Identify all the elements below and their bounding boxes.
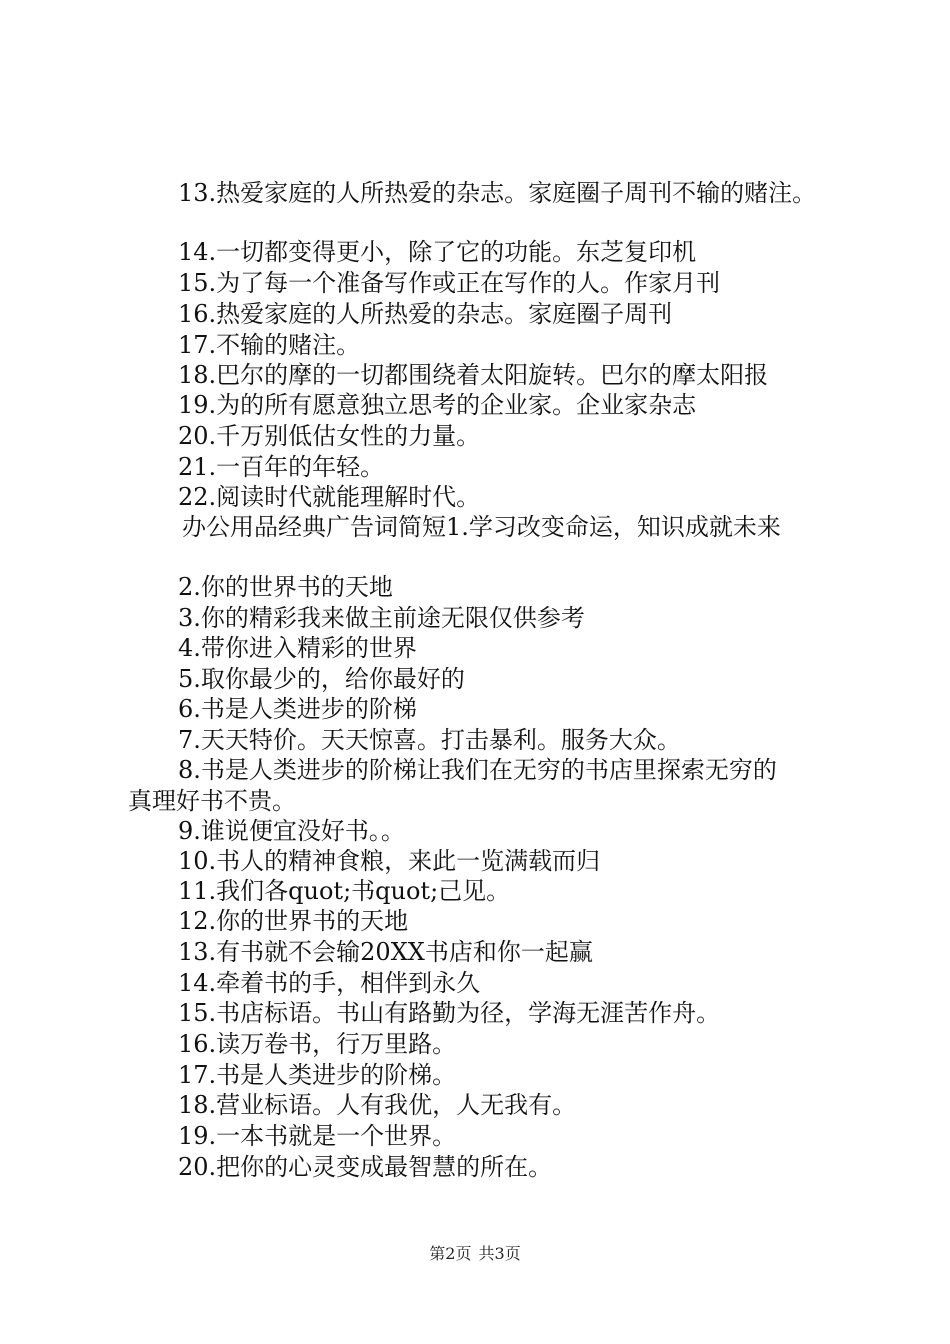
- page-number: 第2页: [429, 1244, 472, 1263]
- text-line: 7.天天特价。天天惊喜。打击暴利。服务大众。: [178, 726, 681, 754]
- text-line: 17.书是人类进步的阶梯。: [178, 1061, 457, 1089]
- text-line: 6.书是人类进步的阶梯: [178, 695, 417, 723]
- text-line: 11.我们各quot;书quot;己见。: [178, 877, 511, 905]
- text-line: 5.取你最少的，给你最好的: [178, 665, 465, 693]
- text-line: 2.你的世界书的天地: [178, 573, 393, 601]
- text-line: 20.把你的心灵变成最智慧的所在。: [178, 1153, 553, 1181]
- text-line: 15.为了每一个准备写作或正在写作的人。作家月刊: [178, 269, 721, 297]
- text-line: 20.千万别低估女性的力量。: [178, 422, 481, 450]
- text-line-continuation: 真理好书不贵。: [128, 787, 296, 815]
- text-line: 19.一本书就是一个世界。: [178, 1122, 457, 1150]
- text-line: 18.营业标语。人有我优，人无我有。: [178, 1091, 577, 1119]
- text-line: 10.书人的精神食粮，来此一览满载而归: [178, 847, 601, 875]
- text-line: 14.一切都变得更小，除了它的功能。东芝复印机: [178, 238, 697, 266]
- text-line: 9.谁说便宜没好书。。: [178, 817, 405, 845]
- page-total: 共3页: [478, 1244, 521, 1263]
- text-line: 12.你的世界书的天地: [178, 907, 409, 935]
- text-line: 16.读万卷书，行万里路。: [178, 1030, 457, 1058]
- text-line: 3.你的精彩我来做主前途无限仅供参考: [178, 604, 585, 632]
- page-footer: [0, 1244, 950, 1264]
- text-line: 4.带你进入精彩的世界: [178, 634, 417, 662]
- text-line: 8.书是人类进步的阶梯让我们在无穷的书店里探索无穷的: [178, 756, 777, 784]
- text-line: 16.热爱家庭的人所热爱的杂志。家庭圈子周刊: [178, 300, 673, 328]
- section-heading-line: 办公用品经典广告词简短1.学习改变命运，知识成就未来: [182, 513, 781, 541]
- text-line: 15.书店标语。书山有路勤为径，学海无涯苦作舟。: [178, 999, 721, 1027]
- text-line: 22.阅读时代就能理解时代。: [178, 483, 481, 511]
- text-line: 14.牵着书的手，相伴到永久: [178, 969, 481, 997]
- text-line: 19.为的所有愿意独立思考的企业家。企业家杂志: [178, 391, 697, 419]
- text-line: 18.巴尔的摩的一切都围绕着太阳旋转。巴尔的摩太阳报: [178, 361, 769, 389]
- text-line: 21.一百年的年轻。: [178, 453, 385, 481]
- text-line: 17.不输的赌注。: [178, 331, 361, 359]
- text-line: 13.热爱家庭的人所热爱的杂志。家庭圈子周刊不输的赌注。: [178, 179, 817, 207]
- text-line: 13.有书就不会输20XX书店和你一起赢: [178, 938, 593, 966]
